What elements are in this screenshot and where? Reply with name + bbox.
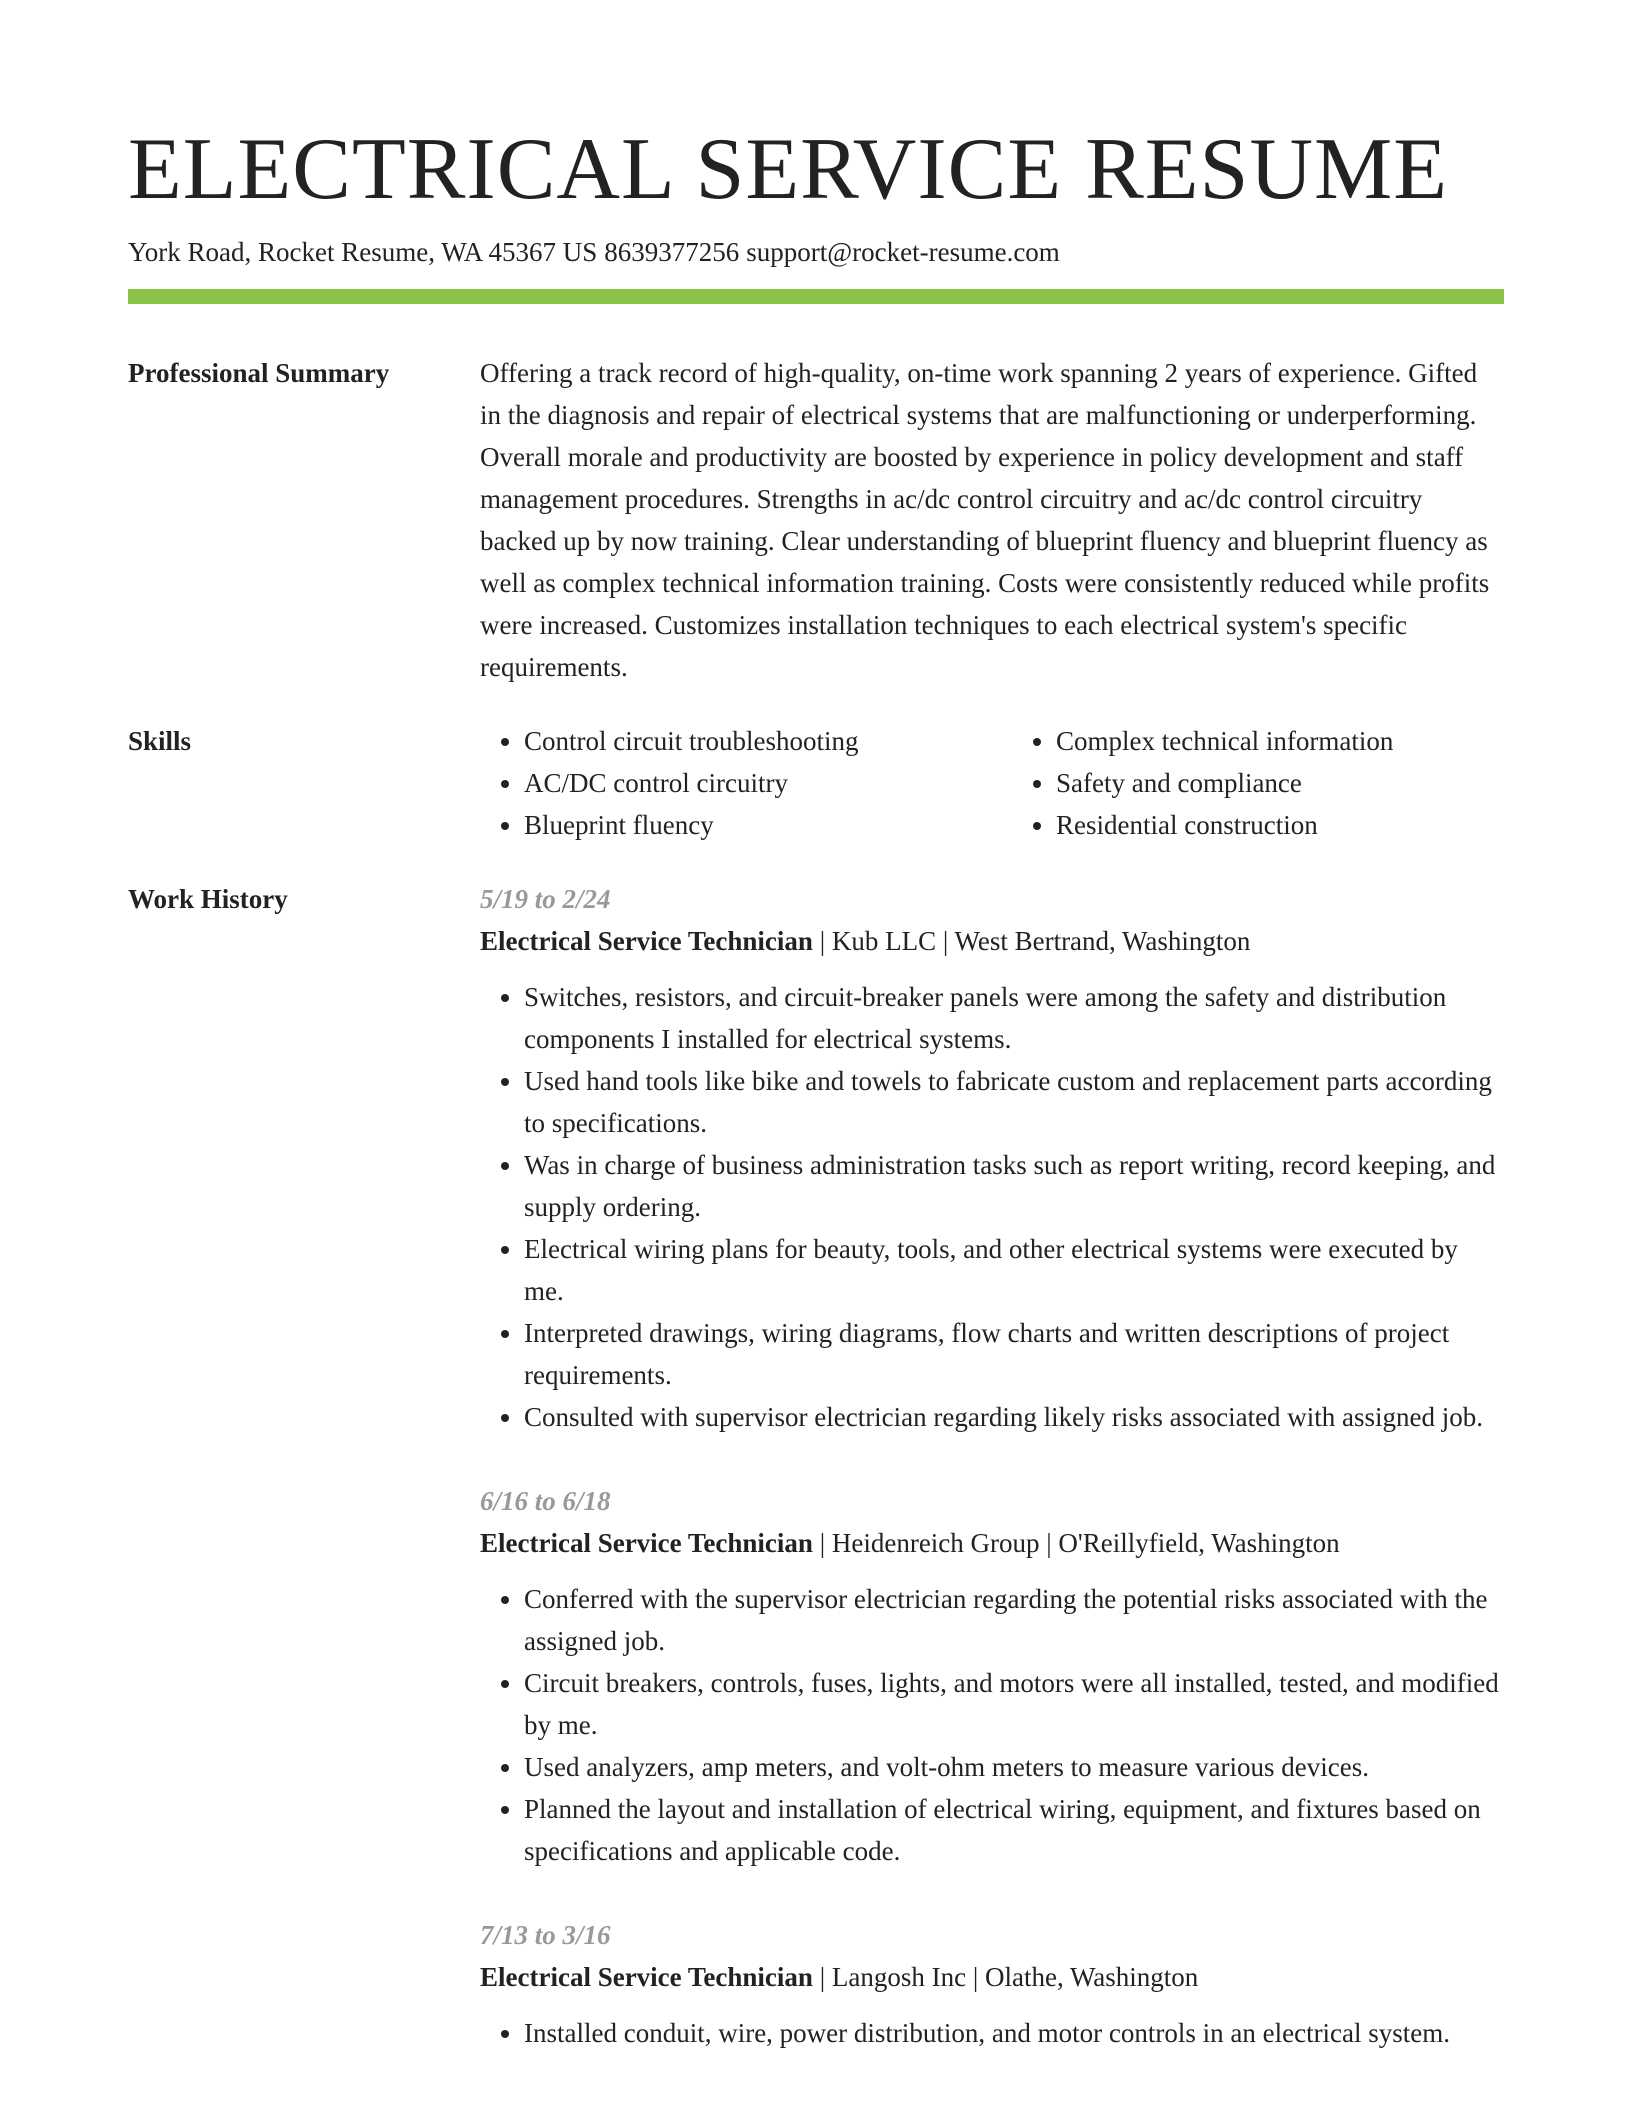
job-bullet: • Interpreted drawings, wiring diagrams, flow charts and written descriptions of project requirements.	[524, 1312, 1504, 1396]
job-entry	[480, 1914, 1504, 2054]
skill-item: • Control circuit troubleshooting	[524, 720, 972, 762]
job-bullet: • Installed conduit, wire, power distribution, and motor controls in an electrical system.	[524, 2012, 1504, 2054]
job-title: Electrical Service Technician	[480, 1962, 813, 1992]
summary-section	[128, 352, 1504, 688]
job-heading	[480, 920, 1504, 962]
job-bullet: • Used hand tools like bike and towels to fabricate custom and replacement parts according to specifications.	[524, 1060, 1504, 1144]
job-bullet: • Used analyzers, amp meters, and volt-ohm meters to measure various devices.	[524, 1746, 1504, 1788]
skill-item: • Safety and compliance	[1056, 762, 1504, 804]
job-bullet: • Conferred with the supervisor electrician regarding the potential risks associated with the assigned job.	[524, 1578, 1504, 1662]
skills-column-1	[480, 720, 972, 846]
work-history-content	[480, 878, 1504, 2096]
job-bullet: • Circuit breakers, controls, fuses, lights, and motors were all installed, tested, and modified by me.	[524, 1662, 1504, 1746]
resume-title: ELECTRICAL SERVICE RESUME	[128, 121, 1449, 218]
summary-text: Offering a track record of high-quality, on-time work spanning 2 years of experience. Gifted in the diagnosis and repair of electrical systems that are malfunctioning or underperforming. Overall morale and productivity are boosted by experience in policy development and staff management procedures. Strengths in ac/dc control circuitry and ac/dc control circuitry backed up by now training. Clear understanding of blueprint fluency and blueprint fluency as well as complex technical information training. Costs were consistently reduced while profits were increased. Customizes installation techniques to each electrical system's specific requirements.	[480, 358, 1490, 682]
summary-label: Professional Summary	[128, 358, 390, 388]
skills-content	[480, 720, 1504, 846]
skill-item: • Blueprint fluency	[524, 804, 972, 846]
resume-header	[128, 118, 1504, 304]
job-details: | Langosh Inc | Olathe, Washington	[812, 1962, 1199, 1992]
job-heading	[480, 1522, 1504, 1564]
resume-body	[128, 352, 1504, 2112]
job-dates: 6/16 to 6/18	[480, 1486, 611, 1516]
job-entry	[480, 878, 1504, 1438]
address: York Road, Rocket Resume, WA 45367 US	[128, 237, 598, 267]
job-bullet: • Switches, resistors, and circuit-breaker panels were among the safety and distribution components I installed for electrical systems.	[524, 976, 1504, 1060]
job-heading	[480, 1956, 1504, 1998]
job-dates: 5/19 to 2/24	[480, 884, 611, 914]
job-bullet: • Consulted with supervisor electrician regarding likely risks associated with assigned job.	[524, 1396, 1504, 1438]
skills-column-2	[1012, 720, 1504, 846]
skills-section	[128, 720, 1504, 846]
job-bullets	[480, 2012, 1504, 2054]
job-title: Electrical Service Technician	[480, 1528, 813, 1558]
summary-content	[480, 352, 1504, 688]
skills-label: Skills	[128, 726, 192, 756]
job-bullets	[480, 1578, 1504, 1872]
contact-line	[128, 234, 1504, 270]
phone: 8639377256	[604, 237, 740, 267]
job-title: Electrical Service Technician	[480, 926, 813, 956]
job-bullet: • Electrical wiring plans for beauty, tools, and other electrical systems were executed by me.	[524, 1228, 1504, 1312]
job-bullet: • Planned the layout and installation of electrical wiring, equipment, and fixtures based on specifications and applicable code.	[524, 1788, 1504, 1872]
skill-item: • AC/DC control circuitry	[524, 762, 972, 804]
job-details: | Kub LLC | West Bertrand, Washington	[812, 926, 1251, 956]
job-details: | Heidenreich Group | O'Reillyfield, Washington	[812, 1528, 1340, 1558]
header-divider	[128, 289, 1504, 304]
skill-item: • Complex technical information	[1056, 720, 1504, 762]
job-bullets	[480, 976, 1504, 1438]
work-history-label: Work History	[128, 884, 288, 914]
job-entry	[480, 1480, 1504, 1872]
job-dates: 7/13 to 3/16	[480, 1920, 611, 1950]
work-history-section	[128, 878, 1504, 2096]
skill-item: • Residential construction	[1056, 804, 1504, 846]
email: support@rocket-resume.com	[746, 237, 1060, 267]
job-bullet: • Was in charge of business administration tasks such as report writing, record keeping, and supply ordering.	[524, 1144, 1504, 1228]
